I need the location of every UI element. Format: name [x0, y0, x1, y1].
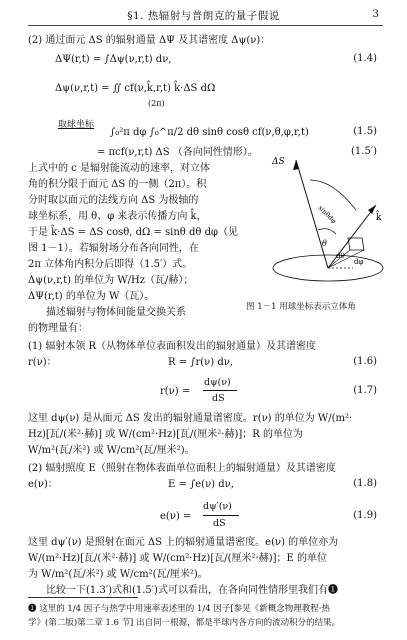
para-line: 这里 dψ′(ν) 是照射在面元 ΔS 上的辐射通量谱密度。e(ν) 的单位亦为	[28, 537, 339, 548]
para-line: W/(m²·Hz)[瓦/(米²·赫)] 或 W/(cm²·Hz)[瓦/(厘米²·赫)]；E 的单位	[28, 553, 327, 564]
para-line: 为 W/m²(瓦/米²) 或 W/cm²(瓦/厘米²)。	[28, 569, 208, 580]
spherical-coords-label: 取球坐标	[58, 120, 95, 130]
para-line: 上式中的 c 是辐射能流动的速率，对立体	[28, 163, 210, 174]
item-1-emittance: (1) 辐射本领 R（从物体单位表面积发出的辐射通量）及其谱密度	[28, 341, 317, 352]
header-title: §1. 热辐射与普朗克的量子假说	[127, 10, 280, 22]
equation-1-9-num: dψ′(ν)	[203, 501, 232, 512]
label-theta: θ	[322, 239, 327, 248]
para-line: Δψ(ν,r,t) 的单位为 W/Hz（瓦/赫）；	[28, 275, 194, 286]
equation-1-9-den: dS	[213, 518, 226, 529]
equation-number: (1.8)	[353, 478, 377, 489]
equation-number: (1.6)	[353, 356, 377, 367]
page-number: 3	[372, 8, 379, 20]
para-line: e(ν)：	[28, 479, 58, 490]
solid-angle-figure	[258, 150, 388, 285]
equation-1-7-lhs: r(ν) =	[160, 386, 191, 397]
equation-1-7-den: dS	[212, 393, 225, 404]
equation-1-9-lhs: e(ν) =	[160, 511, 192, 522]
equation-number: (1.5)	[353, 126, 377, 137]
para-line: Hz)[瓦/(米²·赫)] 或 W/(cm²·Hz)[瓦/(厘米²·赫)]；R 的单位为	[28, 429, 303, 440]
para-line: 球坐标系，用 θ、φ 来表示传播方向 k̂，	[28, 211, 207, 222]
footnote-rule	[28, 597, 138, 598]
equation-1-6: R = ∫r(ν) dν,	[168, 357, 233, 368]
header-rule	[28, 25, 383, 26]
fraction-bar	[203, 390, 237, 391]
fraction-bar	[203, 515, 239, 516]
item-2-irradiance: (2) 辐射照度 E（照射在物体表面单位面积上的辐射通量）及其谱密度	[28, 463, 336, 474]
integral-limit: (2π)	[148, 99, 165, 108]
equation-number: (1.7)	[353, 385, 377, 396]
equation-1-5a: Δψ(ν,r,t) = ∬ cf(ν,k̂,r,t) k̂·ΔS dΩ	[55, 83, 216, 94]
para-line: W/m²(瓦/米²) 或 W/cm²(瓦/厘米²)。	[28, 445, 195, 456]
label-sintheta-dphi: sinθdφ	[316, 203, 338, 226]
item-2-flux: (2) 通过面元 ΔS 的辐射通量 ΔΨ 及其谱密度 Δψ(ν)：	[28, 35, 271, 46]
para-line: 角的积分限于面元 ΔS 的一侧（2π）。积	[28, 179, 207, 190]
footnote-line: ❶ 这里的 1/4 因子与热学中用速率表述里的 1/4 因子[参见《新概念物理教程·热	[28, 604, 330, 614]
equation-number: (1.4)	[353, 53, 377, 64]
equation-number: (1.9)	[353, 510, 377, 521]
equation-1-5c: = πcf(ν,r,t) ΔS （各向同性情形）。	[97, 147, 258, 158]
label-dtheta: dθ	[336, 252, 345, 260]
para-line: 比较一下(1.3′)式和(1.5′)式可以看出，在各向同性情形里我们有❶	[46, 585, 338, 596]
equation-1-4: ΔΨ(r,t) = ∫Δψ(ν,r,t) dν,	[55, 54, 172, 65]
equation-1-7-num: dψ(ν)	[204, 377, 231, 388]
para-line: 这里 dψ(ν) 是从面元 ΔS 发出的辐射通量谱密度。r(ν) 的单位为 W/(m²·	[28, 413, 353, 424]
para-line: 的物理量有：	[28, 323, 88, 334]
equation-1-8: E = ∫e(ν) dν,	[168, 479, 234, 490]
equation-1-5b: ∫₀²π dφ ∫₀^π/2 dθ sinθ cosθ cf(ν,θ,φ,r,t)	[110, 127, 309, 138]
para-line: 2π 立体角内积分后即得（1.5′）式。	[28, 259, 193, 270]
figure-caption: 图 1－1 用球坐标表示立体角	[246, 302, 356, 312]
para-line: ΔΨ(r,t) 的单位为 W（瓦）。	[28, 291, 155, 302]
footnote-line: 学》(第二版)第二章 1.6 节] 出自同一根源，都是半球内各方向的流动积分的结果。	[28, 618, 341, 628]
para-line: 图 1－1）。若辐射场分布各向同性，在	[28, 243, 199, 254]
label-dphi: dφ	[354, 258, 364, 266]
label-dS: ΔS	[272, 157, 285, 167]
para-line: r(ν)：	[28, 357, 57, 368]
para-line: 描述辐射与物体间能量交换关系	[46, 307, 186, 318]
label-k: k̂	[376, 213, 382, 223]
equation-number: (1.5′)	[351, 146, 377, 157]
para-line: 于是 k̂·ΔS = ΔS cosθ, dΩ = sinθ dθ dφ（见	[28, 227, 239, 238]
para-line: 分时取以面元的法线方向 ΔS 为极轴的	[28, 195, 199, 206]
